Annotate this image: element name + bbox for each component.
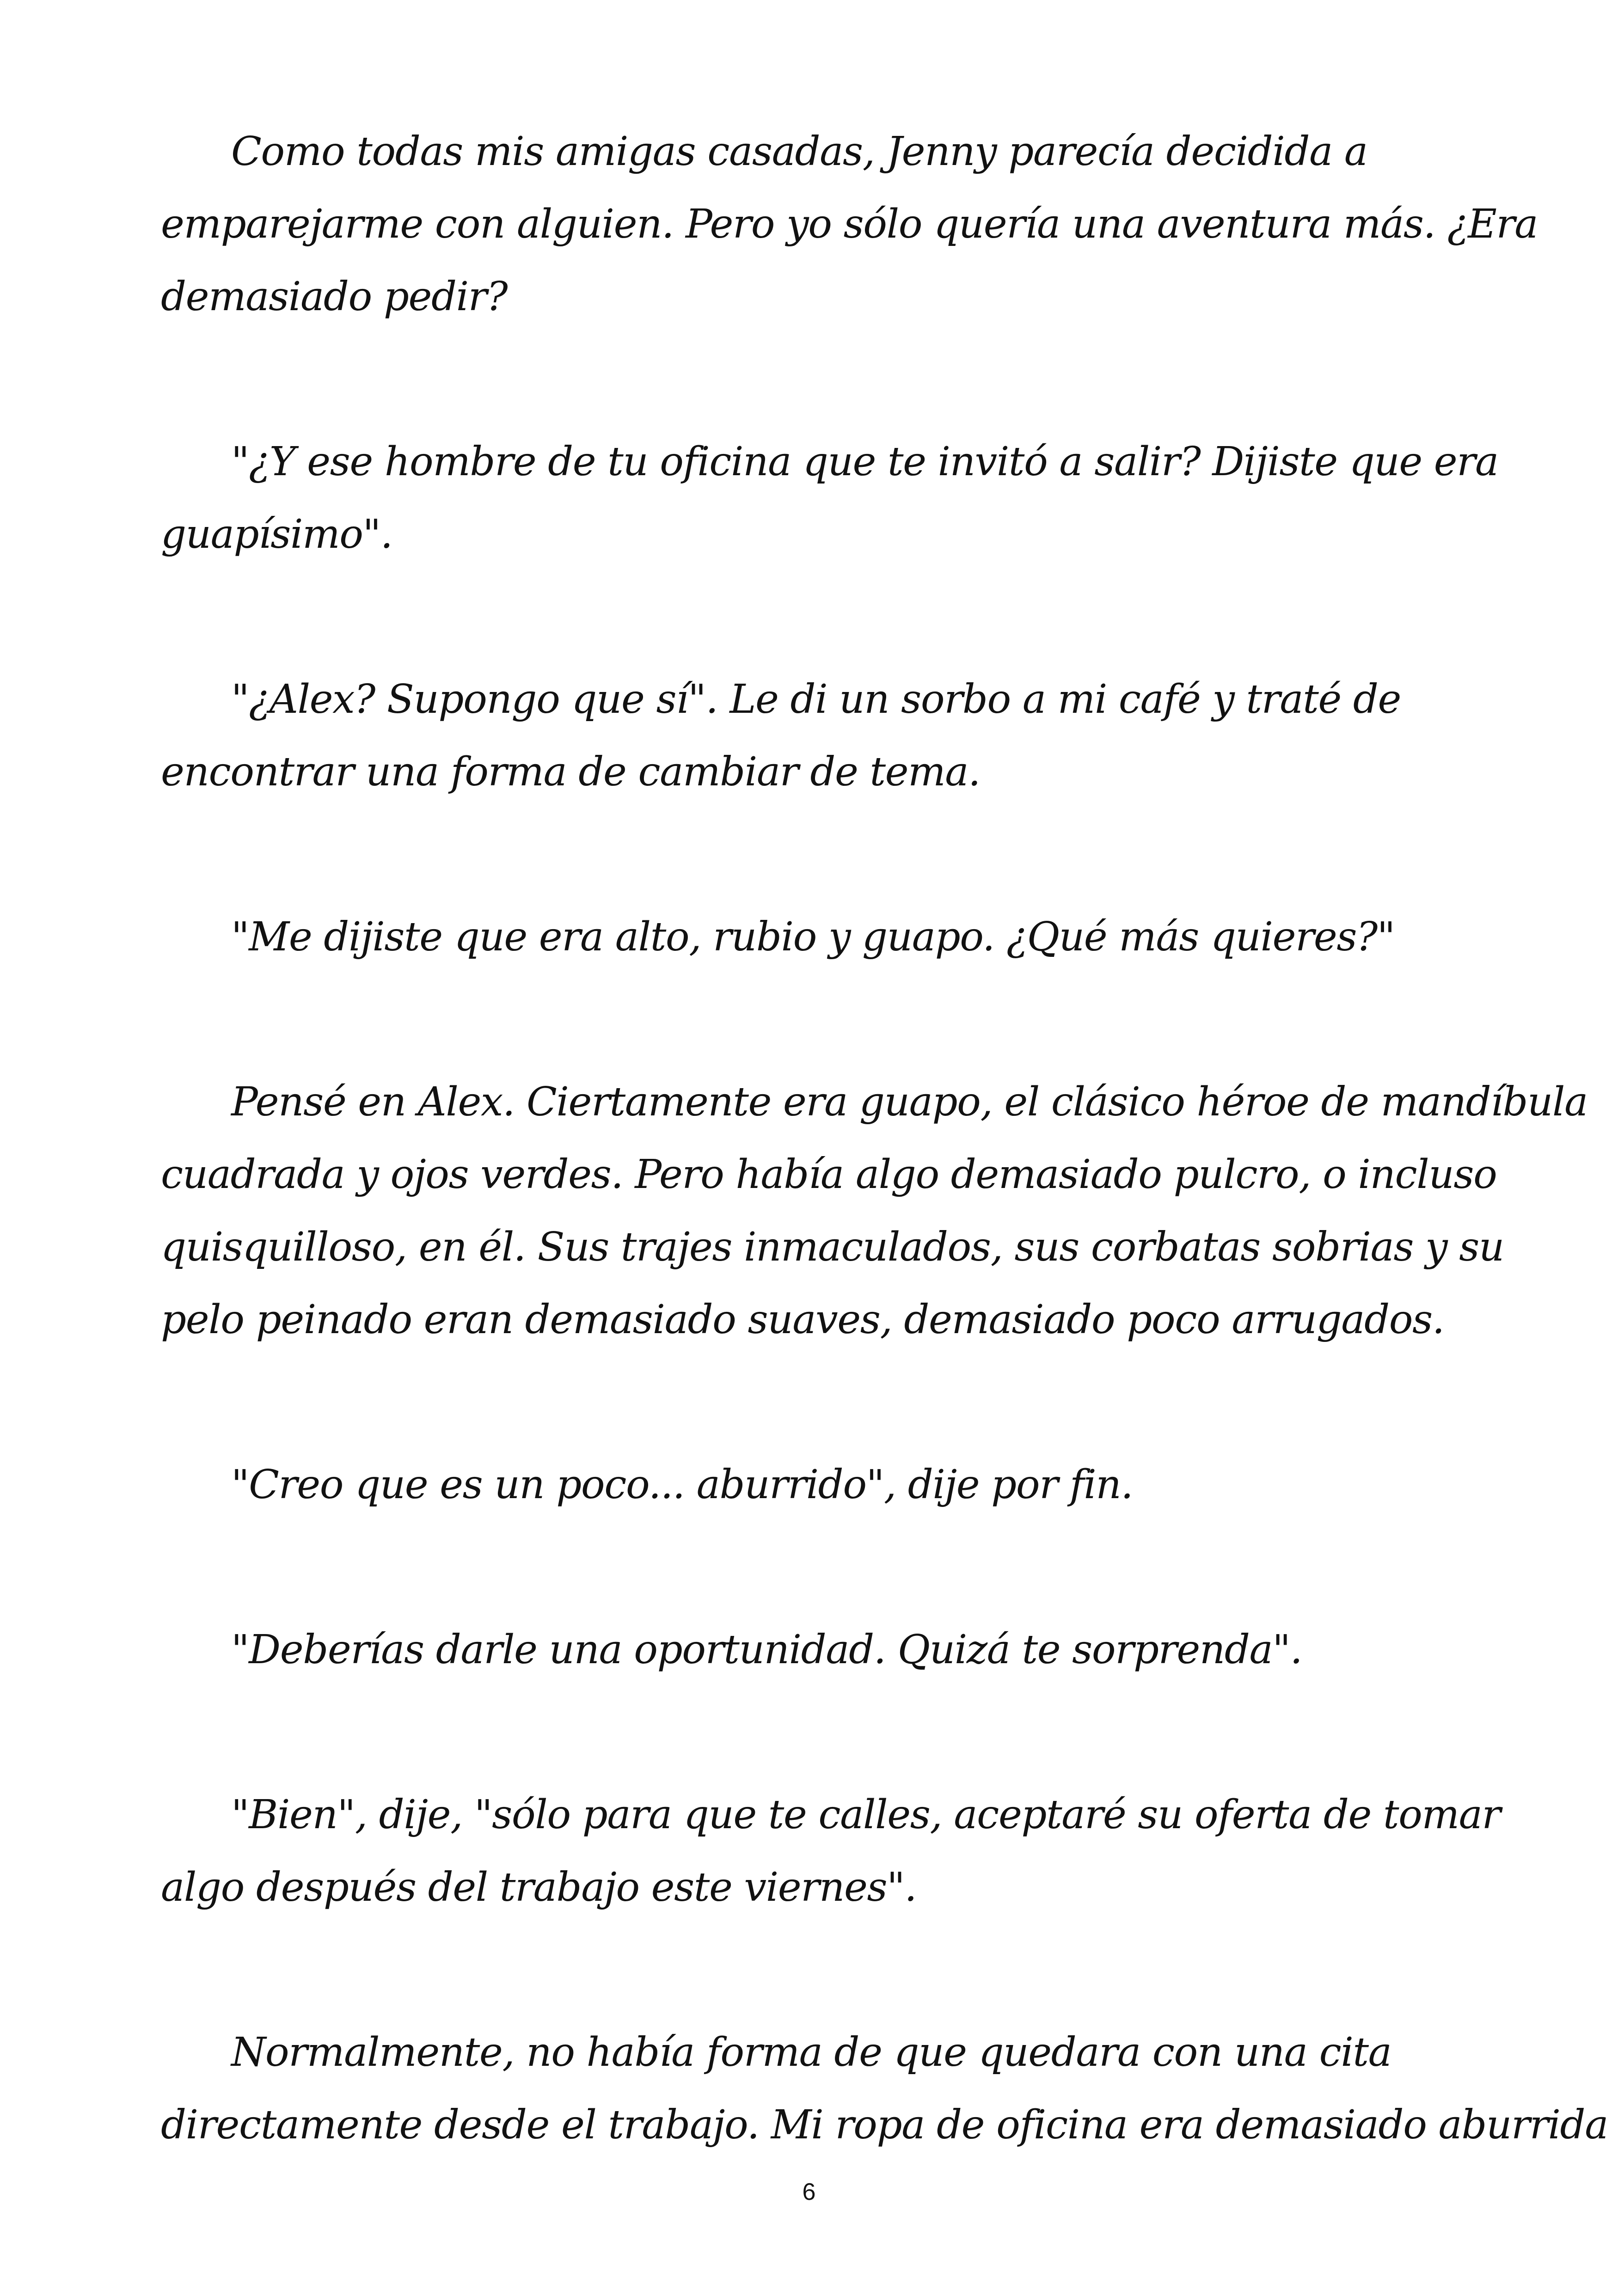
- text-line: "¿Alex? Supongo que sí". Le di un sorbo a mi café y traté de: [231, 676, 1401, 722]
- text-line: cuadrada y ojos verdes. Pero había algo demasiado pulcro, o incluso: [161, 1151, 1497, 1198]
- text-line: Normalmente, no había forma de que quedara con una cita: [231, 2029, 1391, 2076]
- paragraph: [161, 1449, 1511, 1521]
- text-line: pelo peinado eran demasiado suaves, demasiado poco arrugados.: [161, 1297, 1444, 1343]
- text-line: algo después del trabajo este viernes".: [161, 1864, 917, 1910]
- body-text: [161, 116, 1608, 2254]
- page-number: 6: [802, 2179, 816, 2205]
- paragraph: [161, 1779, 1511, 1924]
- paragraph: [161, 901, 1511, 974]
- paragraph: [161, 116, 1538, 333]
- text-line: "¿Y ese hombre de tu oficina que te invitó a salir? Dijiste que era: [231, 439, 1498, 485]
- text-line: quisquilloso, en él. Sus trajes inmaculados, sus corbatas sobrias y su: [161, 1224, 1504, 1270]
- paragraph: [161, 663, 1511, 808]
- paragraph: [161, 426, 1511, 571]
- text-line: "Bien", dije, "sólo para que te calles, aceptaré su oferta de tomar: [231, 1792, 1501, 1838]
- text-line: Como todas mis amigas casadas, Jenny parecía decidida a: [231, 129, 1367, 175]
- text-line: encontrar una forma de cambiar de tema.: [161, 749, 981, 795]
- text-line: directamente desde el trabajo. Mi ropa de oficina era demasiado aburrida: [161, 2102, 1608, 2148]
- paragraph: [161, 1066, 1588, 1356]
- text-line: "Creo que es un poco... aburrido", dije por fin.: [231, 1462, 1133, 1508]
- text-line: guapísimo".: [161, 511, 392, 557]
- text-line: emparejarme con alguien. Pero yo sólo quería una aventura más. ¿Era: [161, 201, 1538, 247]
- paragraph: [161, 1614, 1511, 1686]
- text-line: demasiado pedir?: [161, 274, 508, 320]
- text-line: Pensé en Alex. Ciertamente era guapo, el clásico héroe de mandíbula: [231, 1079, 1588, 1125]
- paragraph: [161, 2016, 1608, 2161]
- text-line: "Me dijiste que era alto, rubio y guapo. ¿Qué más quieres?": [231, 914, 1395, 960]
- text-line: "Deberías darle una oportunidad. Quizá te sorprenda".: [231, 1627, 1302, 1673]
